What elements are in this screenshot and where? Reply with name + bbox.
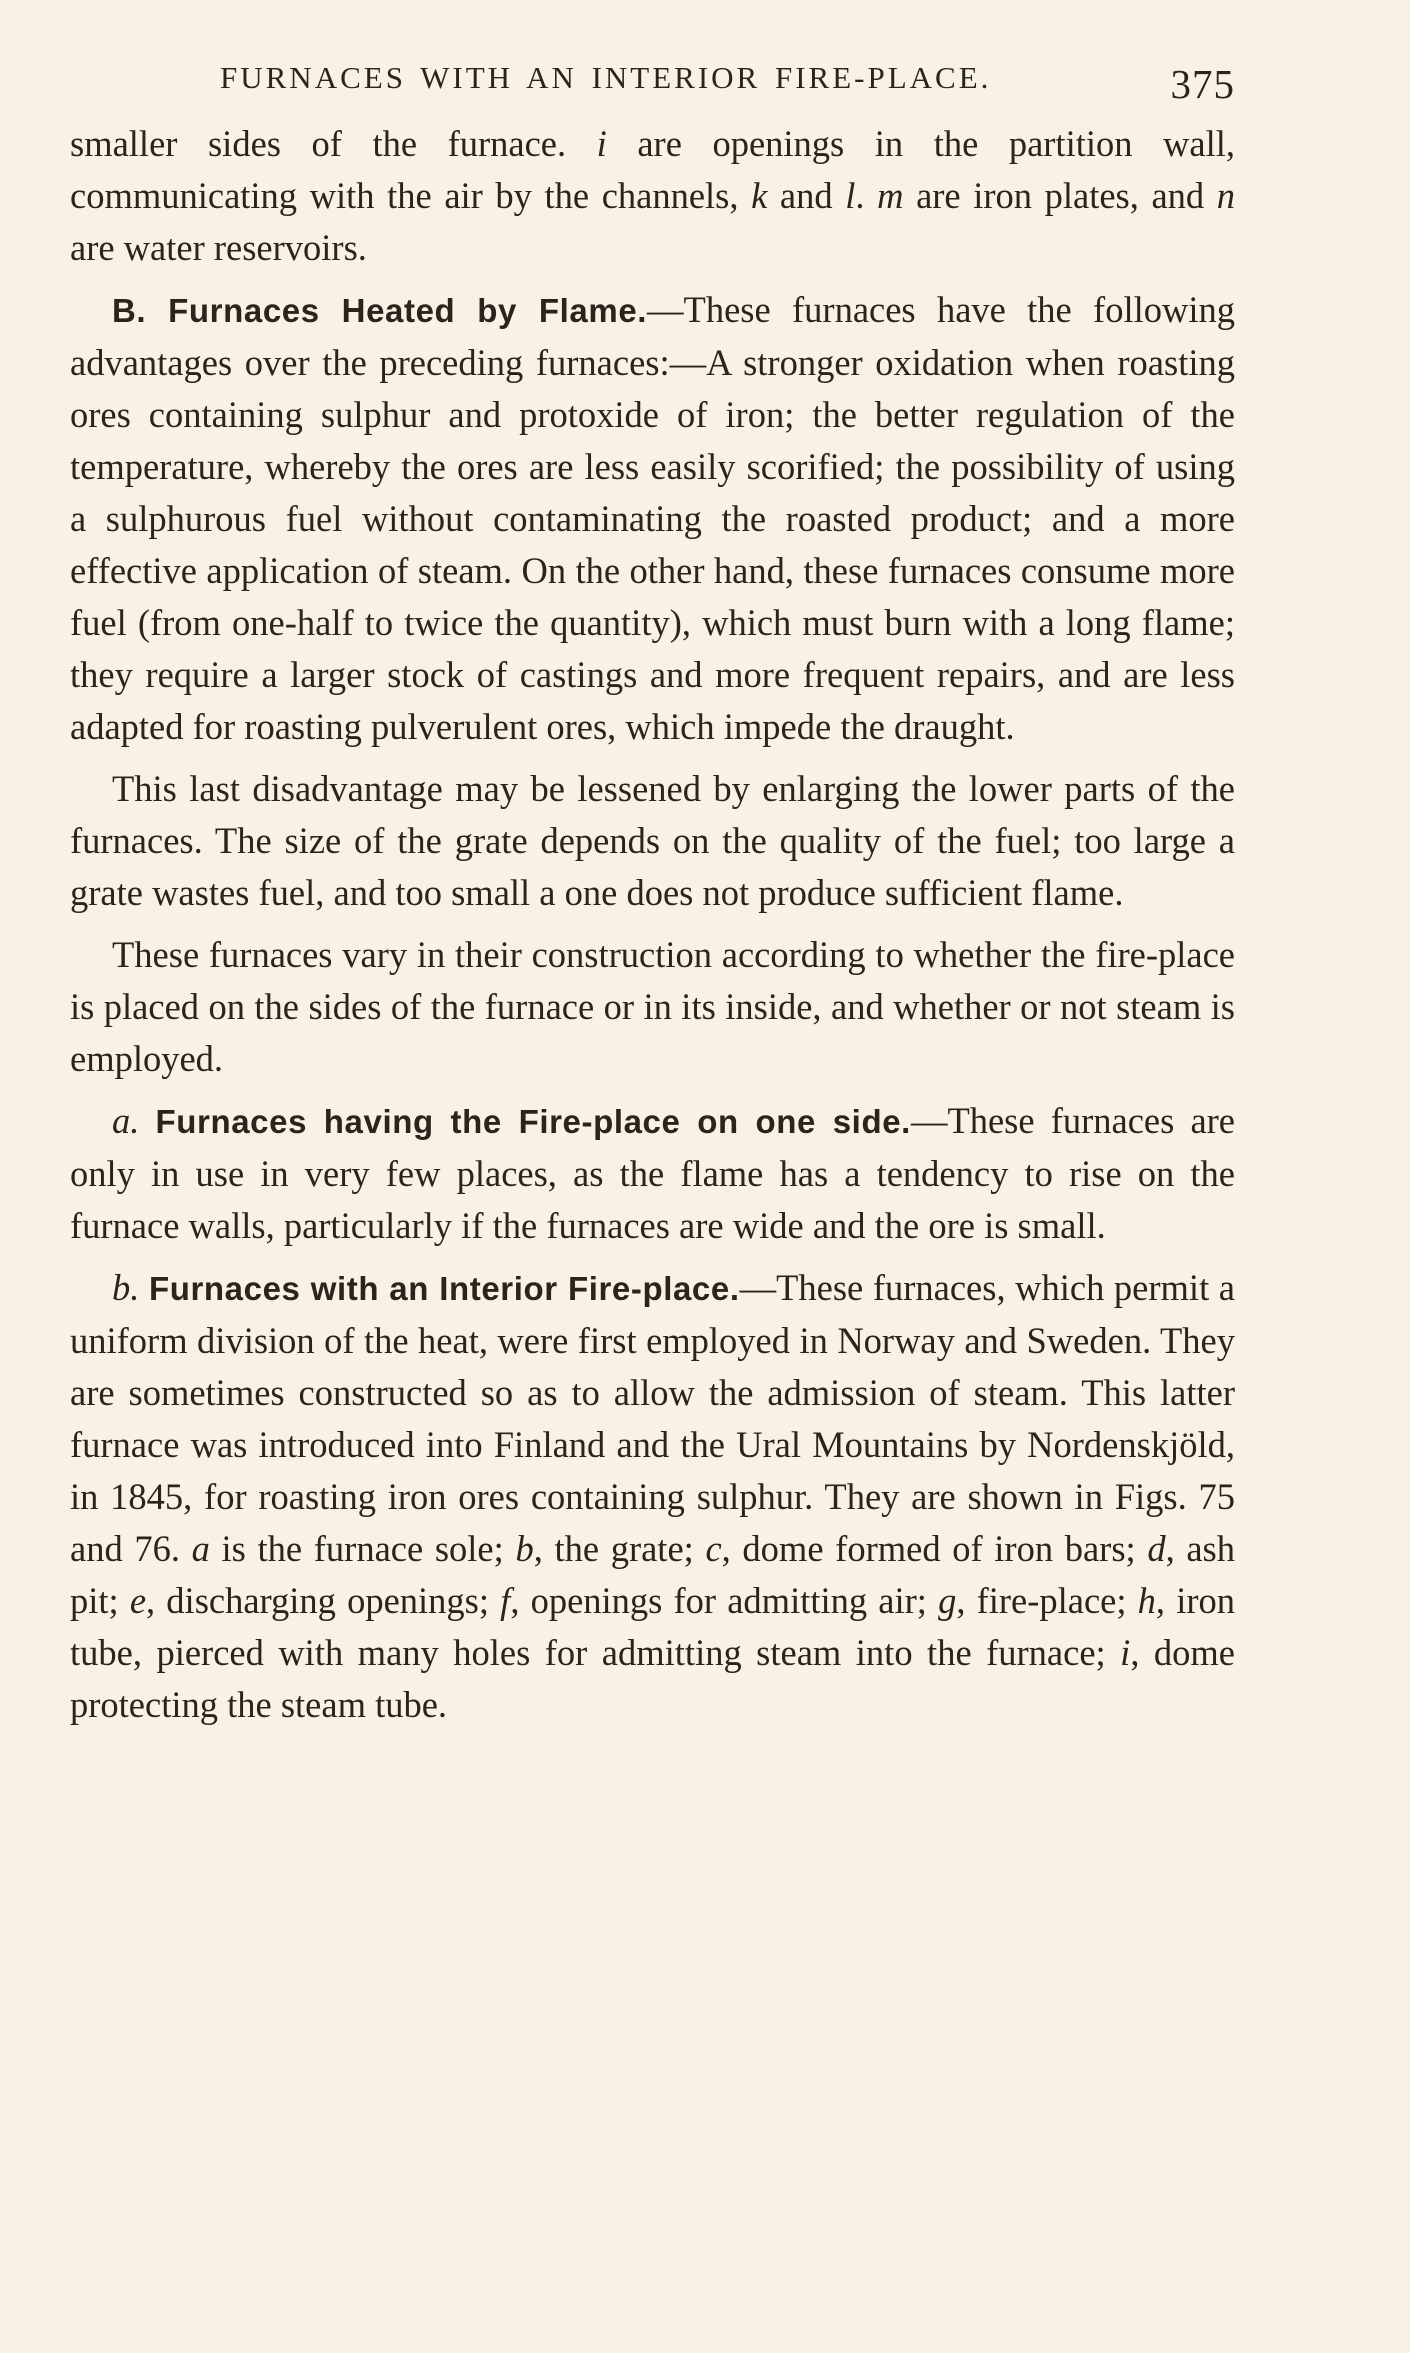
text-run: , discharging openings; — [146, 1580, 501, 1621]
text-run: , iron tube, pierced with many holes for admitting steam into the furnace; — [70, 1580, 1235, 1673]
italic-label: n — [1216, 175, 1236, 216]
text-run: , the grate; — [533, 1528, 706, 1569]
text-run: are openings in the partition wall, communicating with the air by the channels, — [70, 123, 1236, 216]
text-run: are iron plates, and — [903, 175, 1217, 216]
text-run: These furnaces vary in their construction according to whether the fire-place is placed on the sides of the furnace or in its inside, and whether or not steam is employed. — [70, 934, 1235, 1079]
text-run: This last disadvantage may be lessened by enlarging the lower parts of the furnaces. The size of the grate depends on the quality of the fuel; too large a grate wastes fuel, and too small a one does not produce sufficient flame. — [70, 768, 1235, 913]
text-run: —These furnaces have the following advantages over the preceding furnaces:—A stronger oxidation when roasting ores containing sulphur and protoxide of iron; the better regulation of the temperature, whereby the ores are less easily scorified; the possibility of using a sulphurous fuel without contaminating the roasted product; and a more effective application of steam. On the other hand, these furnaces consume more fuel (from one-half to twice the quantity), which must burn with a long flame; they require a larger stock of castings and more frequent repairs, and are less adapted for roasting pulverulent ores, which impede the draught. — [70, 289, 1235, 747]
text-run: , dome formed of iron bars; — [721, 1528, 1148, 1569]
italic-label: b — [515, 1528, 534, 1569]
italic-label: c — [705, 1528, 722, 1569]
subsection-label: a. — [112, 1100, 140, 1141]
text-run: . — [855, 175, 878, 216]
italic-label: a — [191, 1528, 210, 1569]
italic-label: m — [877, 175, 904, 216]
italic-label: e — [129, 1580, 147, 1621]
book-page — [70, 50, 1235, 1741]
italic-label: h — [1137, 1580, 1156, 1621]
text-run: is the furnace sole; — [209, 1528, 516, 1569]
subsection-label: b. — [112, 1267, 140, 1308]
text-run: , openings for admitting air; — [510, 1580, 939, 1621]
italic-label: i — [1120, 1632, 1131, 1673]
text-run: , dome protecting the steam tube. — [70, 1632, 1236, 1725]
paragraph-flame-furnaces — [70, 284, 1235, 753]
text-run: smaller sides of the furnace. — [70, 123, 597, 164]
subsection-heading: Furnaces having the Fire-place on one side. — [155, 1103, 911, 1140]
italic-label: i — [596, 123, 607, 164]
italic-label: f — [500, 1580, 511, 1621]
italic-label: g — [938, 1580, 957, 1621]
italic-label: d — [1147, 1528, 1166, 1569]
body-text — [70, 118, 1235, 1731]
italic-label: l — [845, 175, 856, 216]
paragraph-construction — [70, 929, 1235, 1085]
italic-label: k — [751, 175, 768, 216]
section-heading: B. Furnaces Heated by Flame. — [112, 292, 648, 329]
text-run: are water reservoirs. — [70, 227, 367, 268]
paragraph-side-fireplace — [70, 1095, 1235, 1252]
paragraph-interior-fireplace — [70, 1262, 1235, 1731]
text-run: and — [767, 175, 846, 216]
text-run: , fire-place; — [956, 1580, 1138, 1621]
paragraph-continued — [70, 118, 1235, 274]
text-run: , ash pit; — [70, 1528, 1236, 1621]
subsection-heading: Furnaces with an Interior Fire-place. — [148, 1270, 740, 1307]
text-run: —These furnaces are only in use in very few places, as the flame has a tendency to rise on the furnace walls, particularly if the furnaces are wide and the ore is small. — [70, 1100, 1235, 1246]
running-title: FURNACES WITH AN INTERIOR FIRE-PLACE. — [220, 60, 992, 95]
running-header — [70, 50, 1235, 112]
page-number: 375 — [1170, 61, 1235, 107]
text-run: —These furnaces, which permit a uniform division of the heat, were first employed in Norway and Sweden. They are sometimes constructed so as to allow the admission of steam. This latter furnace was introduced into Finland and the Ural Mountains by Nordenskjöld, in 1845, for roasting iron ores containing sulphur. They are shown in Figs. 75 and 76. — [70, 1267, 1235, 1569]
paragraph-disadvantage — [70, 763, 1235, 919]
